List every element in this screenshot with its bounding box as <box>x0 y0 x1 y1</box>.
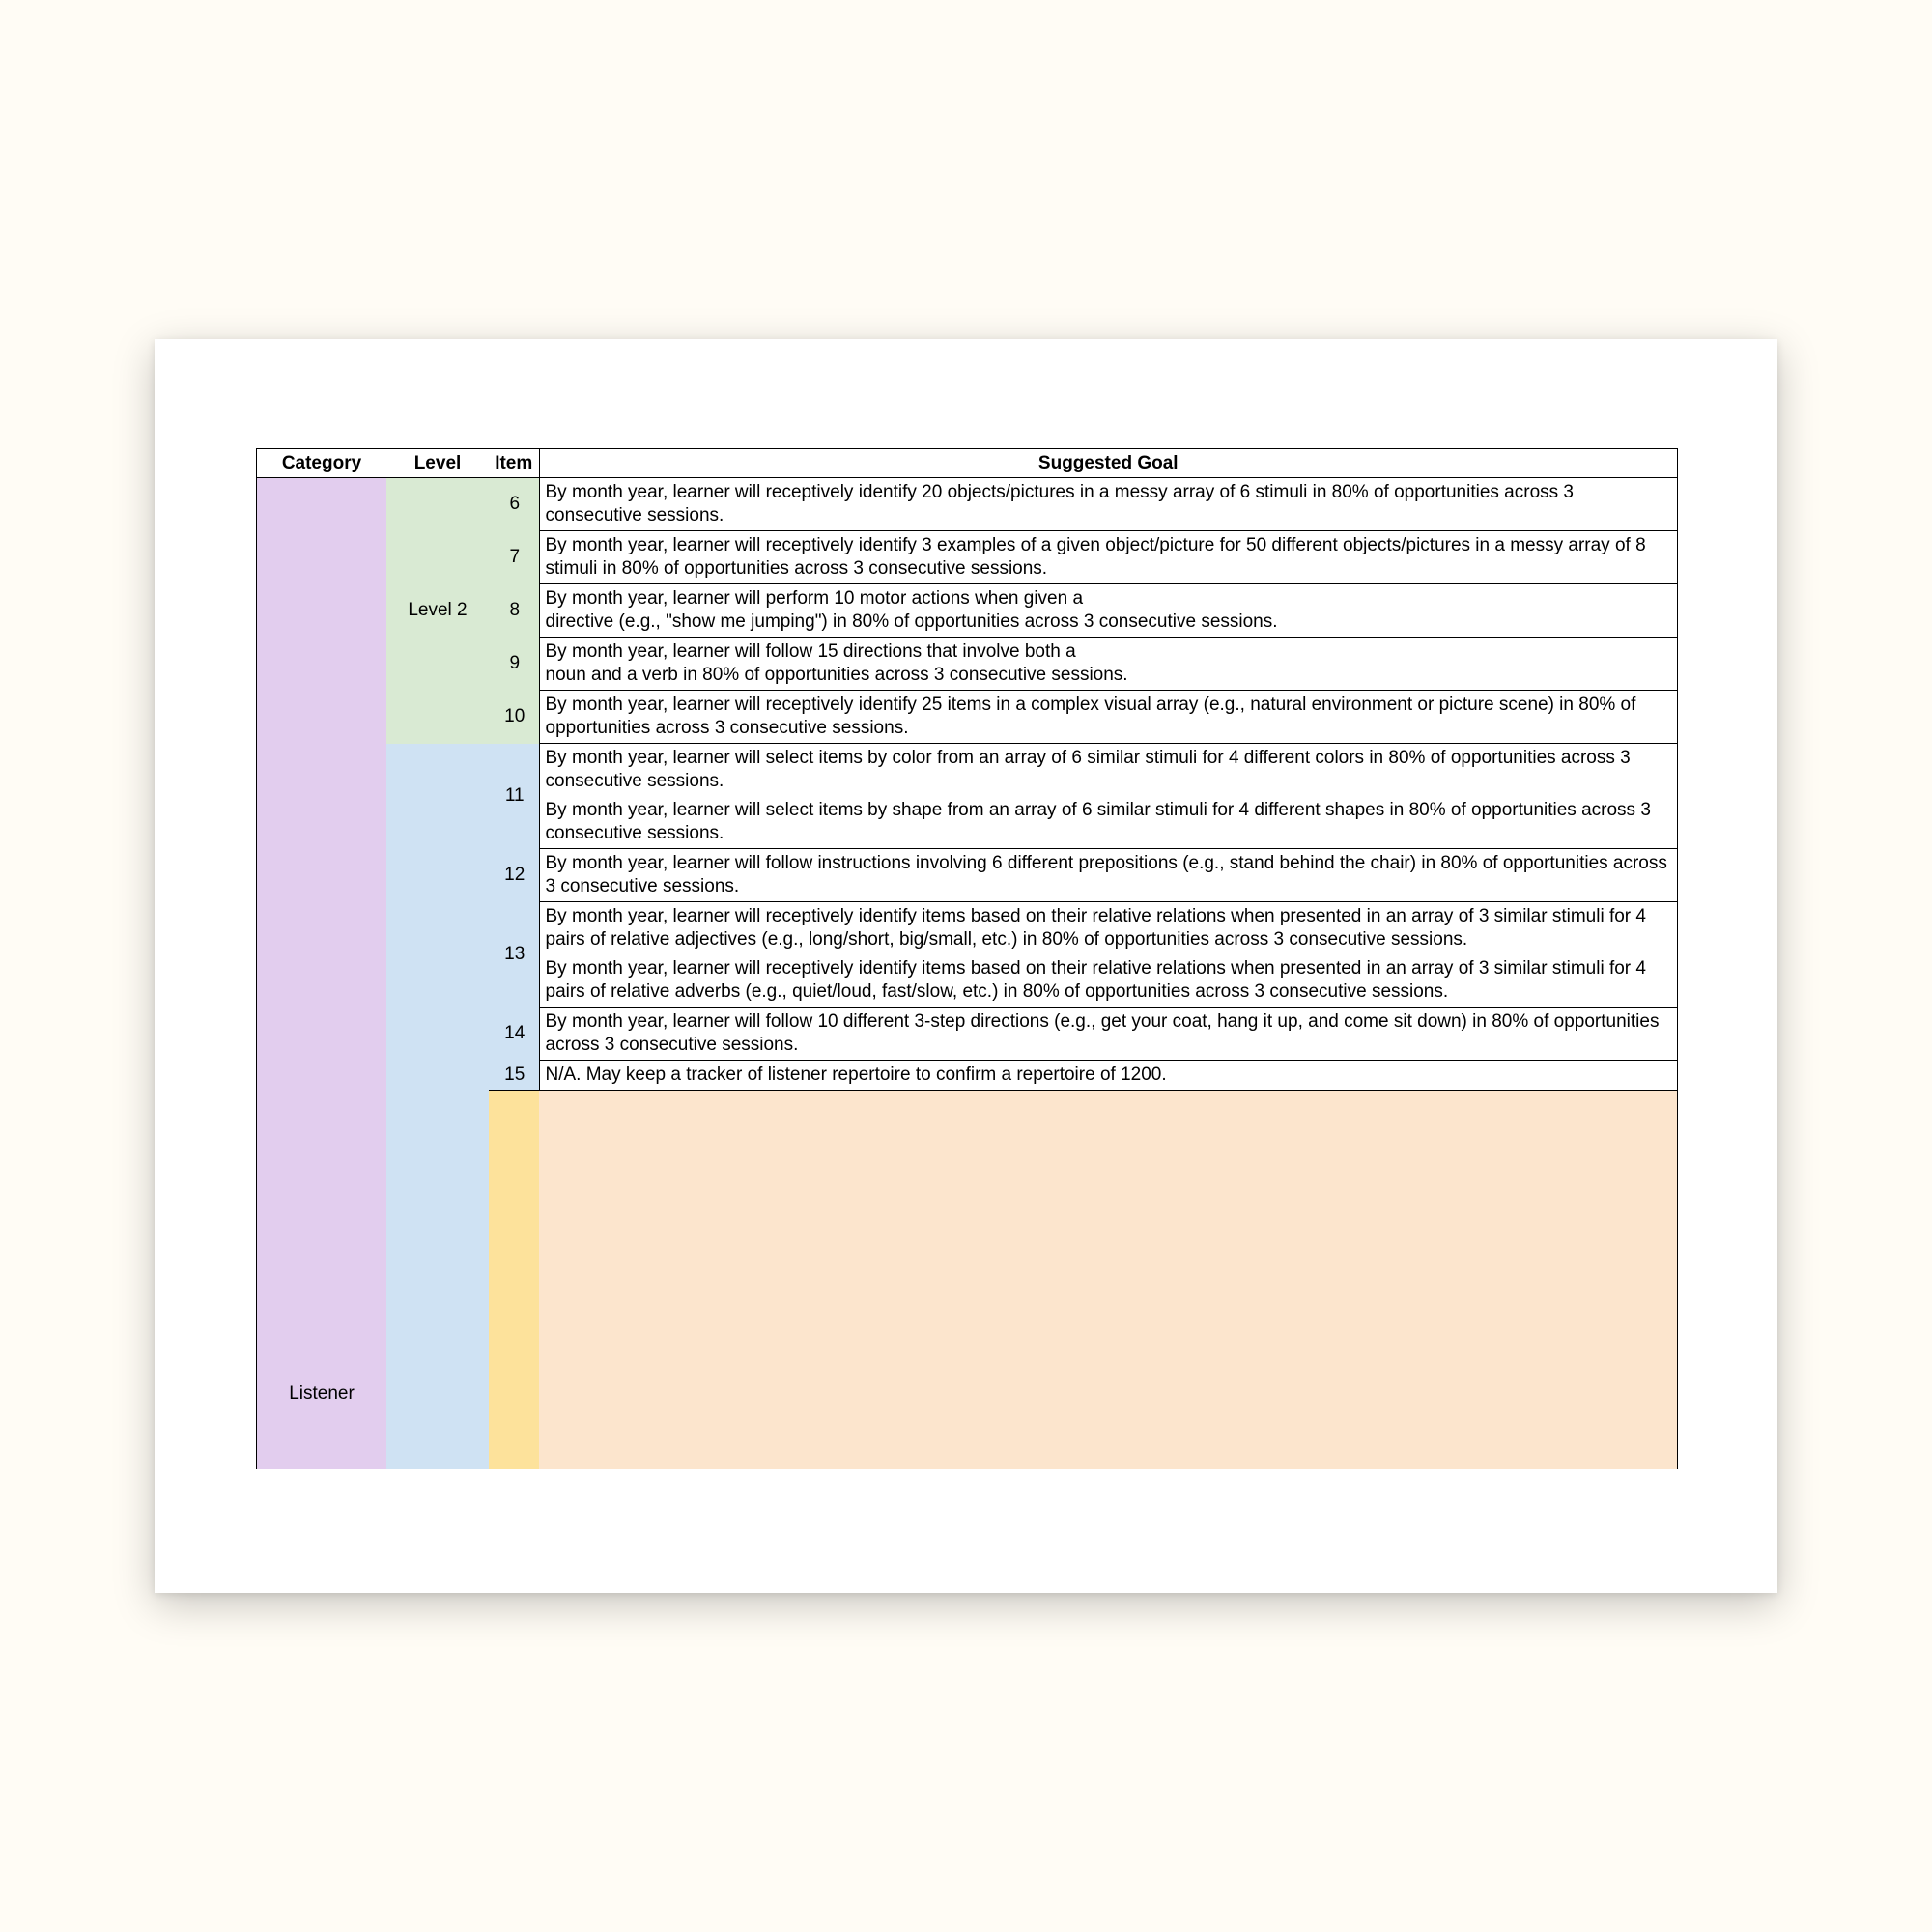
item-number: 9 <box>489 638 539 691</box>
item-number: 6 <box>489 478 539 531</box>
category-cell-second <box>489 1091 539 1470</box>
item-number: 10 <box>489 691 539 744</box>
header-row <box>257 449 1677 478</box>
goal-text-line: By month year, learner will follow 15 directions that involve both a <box>545 641 1076 662</box>
level-cell-level-2: Level 2 <box>386 478 489 744</box>
header-item: Item <box>489 449 539 478</box>
goal-text-line: By month year, learner will perform 10 motor actions when given a <box>545 588 1084 609</box>
goal-text: By month year, learner will select items by color from an array of 6 similar stimuli for 4 different colors in 80% of opportunities across 3 consecutive sessions. <box>539 744 1677 797</box>
item-number: 11 <box>489 744 539 849</box>
goal-text: By month year, learner will receptively identify 3 examples of a given object/picture for 50 different objects/pictures in a messy array of 8 stimuli in 80% of opportunities across 3 consecutive sessions. <box>539 531 1677 584</box>
goal-text: By month year, learner will receptively identify 20 objects/pictures in a messy array of 6 stimuli in 80% of opportunities across 3 consecutive sessions. <box>539 478 1677 531</box>
document-page <box>155 339 1777 1593</box>
goal-text: By month year, learner will select items by shape from an array of 6 similar stimuli for 4 different shapes in 80% of opportunities across 3 consecutive sessions. <box>539 796 1677 849</box>
goal-text: By month year, learner will receptively identify 25 items in a complex visual array (e.g., natural environment or picture scene) in 80% of opportunities across 3 consecutive sessions. <box>539 691 1677 744</box>
header-suggested-goal: Suggested Goal <box>539 449 1677 478</box>
item-number: 8 <box>489 584 539 638</box>
goal-text: By month year, learner will follow 10 different 3-step directions (e.g., get your coat, hang it up, and come sit down) in 80% of opportunities across 3 consecutive sessions. <box>539 1008 1677 1061</box>
goal-text: N/A. May keep a tracker of listener repertoire to confirm a repertoire of 1200. <box>539 1061 1677 1091</box>
table-row <box>257 478 1677 531</box>
item-number: 13 <box>489 902 539 1008</box>
header-category: Category <box>257 449 386 478</box>
table-row <box>257 744 1677 797</box>
goal-text: By month year, learner will receptively identify items based on their relative relations when presented in an array of 3 similar stimuli for 4 pairs of relative adjectives (e.g., long/short, big/small, etc.) in 80% of opportunities across 3 consecutive sessions. <box>539 902 1677 955</box>
goal-text <box>539 638 1677 691</box>
item-number: 12 <box>489 849 539 902</box>
item-number: 7 <box>489 531 539 584</box>
category-cell-listener: Listener <box>257 478 386 1470</box>
goal-text-line: directive (e.g., "show me jumping") in 80% of opportunities across 3 consecutive sessions. <box>545 611 1278 632</box>
item-number: 15 <box>489 1061 539 1091</box>
goal-text: By month year, learner will follow instructions involving 6 different prepositions (e.g., stand behind the chair) in 80% of opportunities across 3 consecutive sessions. <box>539 849 1677 902</box>
goal-text: By month year, learner will receptively identify items based on their relative relations when presented in an array of 3 similar stimuli for 4 pairs of relative adverbs (e.g., quiet/loud, fast/slow, etc.) in 80% of opportunities across 3 consecutive sessions. <box>539 954 1677 1008</box>
goal-text-line: noun and a verb in 80% of opportunities across 3 consecutive sessions. <box>545 665 1128 685</box>
level-cell-level-3 <box>386 744 489 1470</box>
goal-text <box>539 584 1677 638</box>
level-cell-level-1 <box>539 1091 1677 1470</box>
goals-table-container <box>256 448 1678 1469</box>
goals-table <box>257 449 1677 1469</box>
header-level: Level <box>386 449 489 478</box>
item-number: 14 <box>489 1008 539 1061</box>
